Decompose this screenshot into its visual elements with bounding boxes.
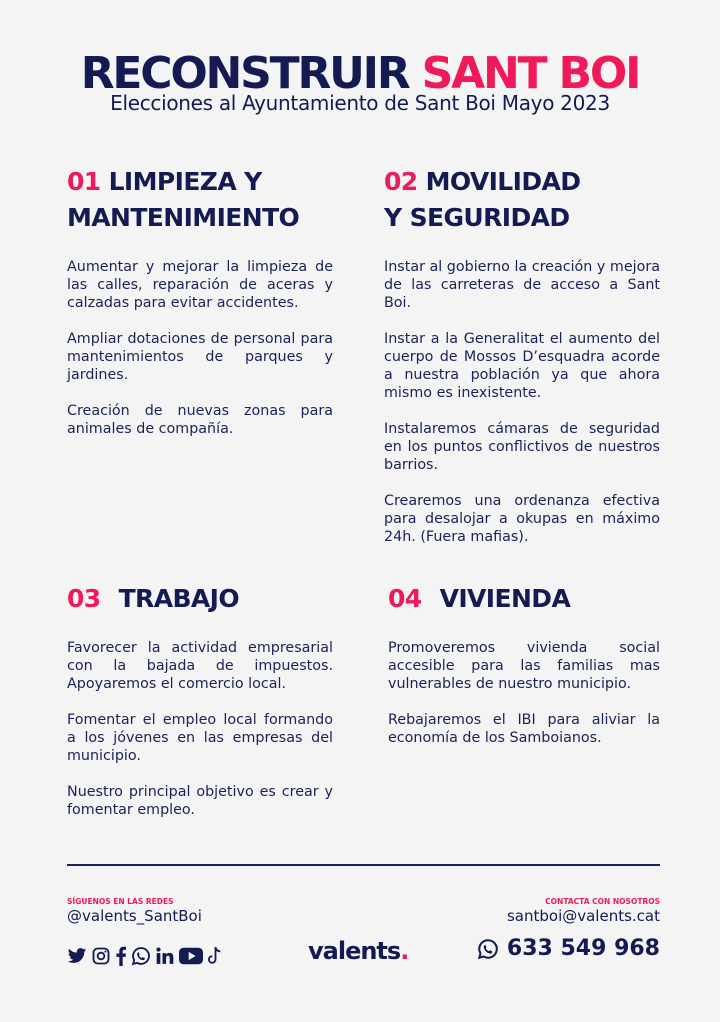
section-heading	[388, 581, 660, 617]
section-paragraph: Instar al gobierno la creación y mejora de las carreteras de acceso a Sant Boi.	[384, 259, 660, 311]
section-paragraph: Rebajaremos el IBI para aliviar la economía de los Samboianos.	[388, 712, 660, 746]
section-paragraph: Favorecer la actividad empresarial con la bajada de impuestos. Apoyaremos el comercio local.	[67, 640, 333, 692]
section-title-line1: TRABAJO	[118, 584, 240, 613]
section-number: 03	[67, 584, 101, 613]
section-movilidad	[384, 164, 660, 564]
section-paragraph: Creación de nuevas zonas para animales de compañía.	[67, 403, 333, 437]
logo-dot: .	[400, 937, 409, 965]
section-paragraph: Crearemos una ordenanza efectiva para desalojar a okupas en máximo 24h. (Fuera mafias).	[384, 493, 660, 545]
section-body	[388, 639, 660, 747]
section-paragraph: Promoveremos vivienda social accesible para las familias mas vulnerables de nuestro municipio.	[388, 640, 660, 692]
social-icons	[67, 946, 223, 966]
section-heading	[67, 581, 333, 617]
section-paragraph: Nuestro principal objetivo es crear y fomentar empleo.	[67, 784, 333, 818]
section-body	[67, 258, 333, 438]
section-body	[384, 258, 660, 546]
footer-divider	[67, 864, 660, 866]
section-vivienda	[388, 581, 660, 765]
section-title-line2: MANTENIMIENTO	[67, 203, 300, 232]
section-trabajo	[67, 581, 333, 837]
section-number: 02	[384, 167, 418, 196]
section-title-line1: LIMPIEZA Y	[108, 167, 262, 196]
page-subtitle: Elecciones al Ayuntamiento de Sant Boi Mayo 2023	[110, 91, 610, 115]
logo-text: valents	[308, 937, 401, 965]
youtube-icon[interactable]	[179, 946, 203, 966]
contact-label: CONTACTA CON NOSOTROS	[545, 897, 660, 906]
section-limpieza	[67, 164, 333, 456]
title-part1: RECONSTRUIR	[80, 48, 409, 99]
instagram-icon[interactable]	[91, 946, 111, 966]
section-title-line1: MOVILIDAD	[425, 167, 581, 196]
follow-label: SÍGUENOS EN LAS REDES	[67, 897, 174, 906]
section-paragraph: Ampliar dotaciones de personal para mantenimientos de parques y jardines.	[67, 331, 333, 383]
section-heading	[67, 164, 333, 236]
section-body	[67, 639, 333, 819]
email-link[interactable]: santboi@valents.cat	[506, 907, 660, 925]
section-paragraph: Aumentar y mejorar la limpieza de las calles, reparación de aceras y calzadas para evitar accidentes.	[67, 259, 333, 311]
social-handle-link[interactable]: @valents_SantBoi	[67, 907, 202, 925]
whatsapp-icon	[477, 938, 499, 960]
linkedin-icon[interactable]	[155, 946, 175, 966]
section-number: 04	[388, 584, 422, 613]
facebook-icon[interactable]	[115, 946, 127, 966]
section-paragraph: Instalaremos cámaras de seguridad en los puntos conflictivos de nuestros barrios.	[384, 421, 660, 473]
valents-logo	[308, 937, 408, 965]
section-title-line2: Y SEGURIDAD	[384, 203, 570, 232]
whatsapp-icon[interactable]	[131, 946, 151, 966]
section-title-line1: VIVIENDA	[439, 584, 571, 613]
phone-contact[interactable]	[477, 936, 660, 961]
section-paragraph: Instar a la Generalitat el aumento del cuerpo de Mossos D’esquadra acorde a nuestra población ya que ahora mismo es inexistente.	[384, 331, 660, 401]
tiktok-icon[interactable]	[207, 946, 223, 966]
title-part2: SANT BOI	[421, 48, 640, 99]
section-paragraph: Fomentar el empleo local formando a los jóvenes en las empresas del municipio.	[67, 712, 333, 764]
section-number: 01	[67, 167, 101, 196]
section-heading	[384, 164, 660, 236]
twitter-icon[interactable]	[67, 946, 87, 966]
phone-number: 633 549 968	[506, 936, 660, 961]
